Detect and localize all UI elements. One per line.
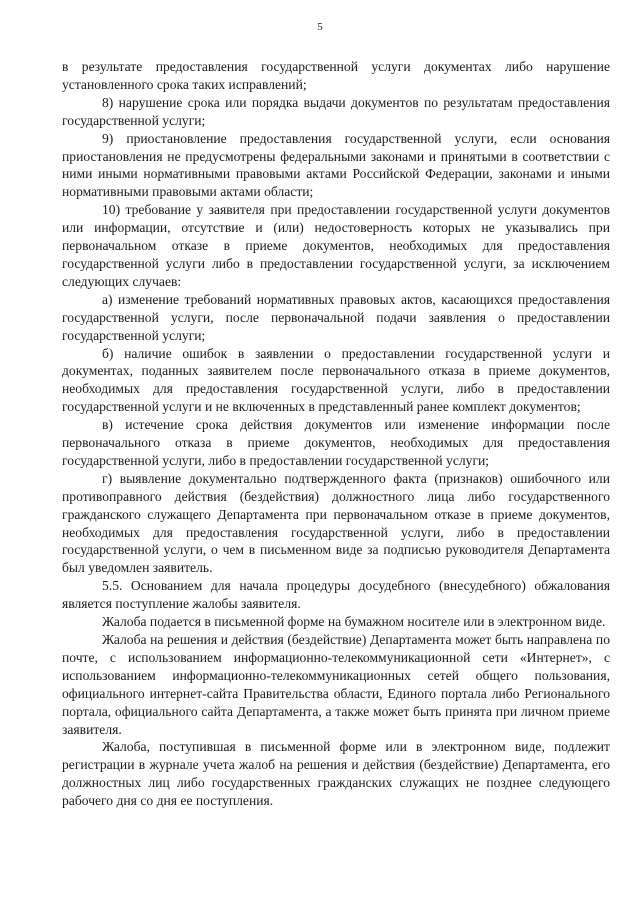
paragraph-complaint-channels: Жалоба на решения и действия (бездействие) Департамента может быть направлена по почте, с использованием информационно-телекоммуникационной сети «Интернет», с использованием информационно-телекоммуникационных сетей общего пользования, официального интернет-сайта Правительства области, Единого портала либо Регионального портала, официального сайта Департамента, а также может быть принята при личном приеме заявителя.: [62, 632, 610, 737]
paragraph-item-9: 9) приостановление предоставления государственной услуги, если основания приостановления не предусмотрены федеральными законами и принятыми в соответствии с ними иными нормативными правовыми актами Российской Федерации, законами и иными нормативными правовыми актами области;: [62, 130, 610, 200]
document-body: [62, 58, 610, 810]
page-number: 5: [317, 21, 323, 33]
paragraph-subitem-b: б) наличие ошибок в заявлении о предоставлении государственной услуги и документах, поданных заявителем после первоначального отказа в приеме документов, необходимых для предоставления государственной услуги, либо в предоставлении государственной услуги и не включенных в представленный ранее комплект документов;: [62, 345, 610, 415]
paragraph-item-10: 10) требование у заявителя при предоставлении государственной услуги документов или информации, отсутствие и (или) недостоверность которых не указывались при первоначальном отказе в приеме документов, необходимых для предоставления государственной услуги либо в предоставлении государственной услуги, за исключением следующих случаев:: [62, 202, 610, 289]
paragraph-subitem-v: в) истечение срока действия документов или изменение информации после первоначального отказа в приеме документов, необходимых для предоставления государственной услуги, либо в предоставлении государственной услуги;: [62, 417, 610, 468]
paragraph-subitem-a: а) изменение требований нормативных правовых актов, касающихся предоставления государственной услуги, после первоначальной подачи заявления о предоставлении государственной услуги;: [62, 291, 610, 343]
paragraph-complaint-registration: Жалоба, поступившая в письменной форме или в электронном виде, подлежит регистрации в журнале учета жалоб на решения и действия (бездействие) Департамента, его должностных лиц либо государственных гражданских служащих не позднее следующего рабочего дня со дня ее поступления.: [62, 739, 610, 809]
paragraph-complaint-form: Жалоба подается в письменной форме на бумажном носителе или в электронном виде.: [102, 614, 606, 630]
paragraph-item-8: 8) нарушение срока или порядка выдачи документов по результатам предоставления государственной услуги;: [62, 94, 610, 128]
paragraph-subitem-g: г) выявление документально подтвержденного факта (признаков) ошибочного или противоправного действия (бездействия) должностного лица либо государственного гражданского служащего Департамента при первоначальном отказе в приеме документов, необходимых для предоставления государственной услуги, либо в предоставлении государственной услуги, о чем в письменном виде за подписью руководителя Департамента был уведомлен заявитель.: [62, 470, 610, 576]
paragraph-section-5-5: 5.5. Основанием для начала процедуры досудебного (внесудебного) обжалования является поступление жалобы заявителя.: [62, 578, 610, 612]
paragraph-continuation: в результате предоставления государственной услуги документах либо нарушение установленного срока таких исправлений;: [62, 59, 610, 92]
